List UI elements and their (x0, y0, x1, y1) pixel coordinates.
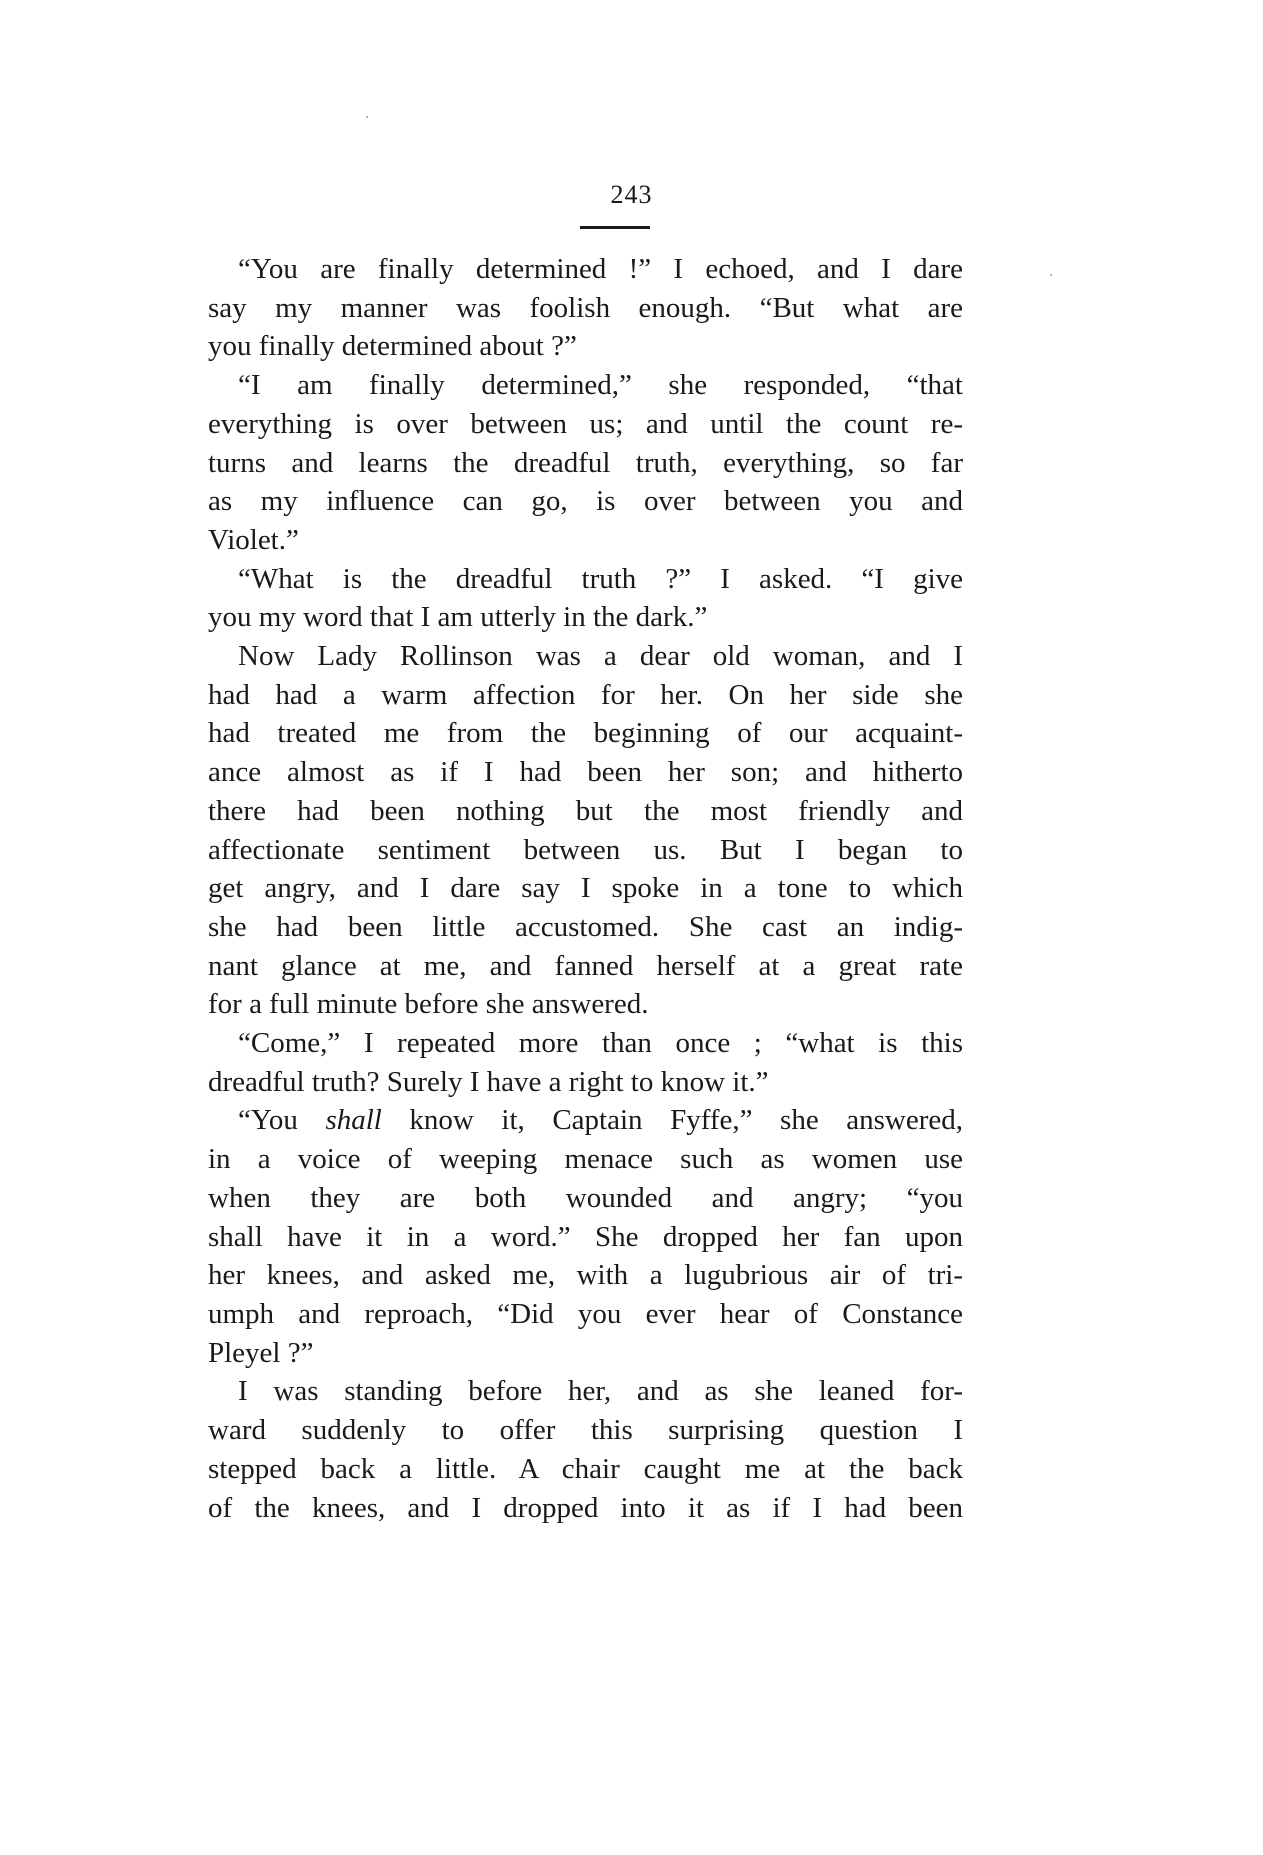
text-line: when they are both wounded and angry; “you (208, 1181, 963, 1214)
text-line: shall have it in a word.” She dropped her fan upon (208, 1220, 963, 1253)
text-line: ance almost as if I had been her son; and hitherto (208, 756, 963, 789)
text-line: affectionate sentiment between us. But I began to (208, 833, 963, 866)
text-line: Now Lady Rollinson was a dear old woman, and I (238, 640, 963, 673)
text-line: you my word that I am utterly in the dark.” (208, 601, 708, 634)
text-line: ward suddenly to offer this surprising question I (208, 1414, 963, 1447)
text-line: in a voice of weeping menace such as women use (208, 1143, 963, 1176)
text-line: dreadful truth? Surely I have a right to know it.” (208, 1065, 769, 1098)
text-line: “You are finally determined !” I echoed, and I dare (238, 253, 963, 285)
text-line: for a full minute before she answered. (208, 988, 649, 1021)
body-text (208, 250, 963, 1527)
paragraph (208, 1372, 963, 1527)
text-line: Violet.” (208, 523, 299, 556)
page-number-rule (580, 226, 650, 229)
text-line: get angry, and I dare say I spoke in a tone to which (208, 872, 963, 905)
paragraph (208, 250, 963, 366)
text-line: had treated me from the beginning of our acquaint- (208, 717, 963, 750)
text-line: her knees, and asked me, with a lugubrious air of tri- (208, 1259, 963, 1292)
text-line: she had been little accustomed. She cast an indig- (208, 910, 963, 943)
text-line: you finally determined about ?” (208, 330, 577, 363)
text-line: nant glance at me, and fanned herself at a great rate (208, 949, 963, 982)
paper-speck (366, 116, 368, 118)
text-line: I was standing before her, and as she leaned for- (238, 1375, 963, 1408)
emphasis: shall (325, 1104, 382, 1137)
text-line: umph and reproach, “Did you ever hear of Constance (208, 1297, 963, 1330)
text-line: “Come,” I repeated more than once ; “what is this (238, 1027, 963, 1060)
text-line: “I am finally determined,” she responded, “that (238, 369, 963, 402)
text-line: there had been nothing but the most friendly and (208, 794, 963, 827)
paragraph (208, 366, 963, 560)
paragraph (208, 1024, 963, 1101)
text-line: as my influence can go, is over between you and (208, 485, 963, 518)
paragraph (208, 637, 963, 1024)
text-line: everything is over between us; and until the count re- (208, 407, 963, 440)
page-number: 243 (610, 180, 653, 209)
paragraph (208, 560, 963, 637)
paragraph (208, 1101, 963, 1372)
text-line (208, 1101, 963, 1140)
text-line: say my manner was foolish enough. “But what are (208, 291, 963, 324)
text-run: know it, Captain Fyffe,” she answered, (381, 1104, 963, 1137)
text-line: of the knees, and I dropped into it as if I had been (208, 1491, 963, 1524)
paper-speck (1050, 274, 1052, 276)
text-line: “What is the dreadful truth ?” I asked. “I give (238, 562, 963, 595)
text-line: turns and learns the dreadful truth, everything, so far (208, 446, 963, 479)
text-line: had had a warm affection for her. On her side she (208, 678, 963, 711)
text-line: stepped back a little. A chair caught me at the back (208, 1452, 963, 1485)
text-line: Pleyel ?” (208, 1336, 314, 1369)
text-run: “You (238, 1104, 326, 1137)
